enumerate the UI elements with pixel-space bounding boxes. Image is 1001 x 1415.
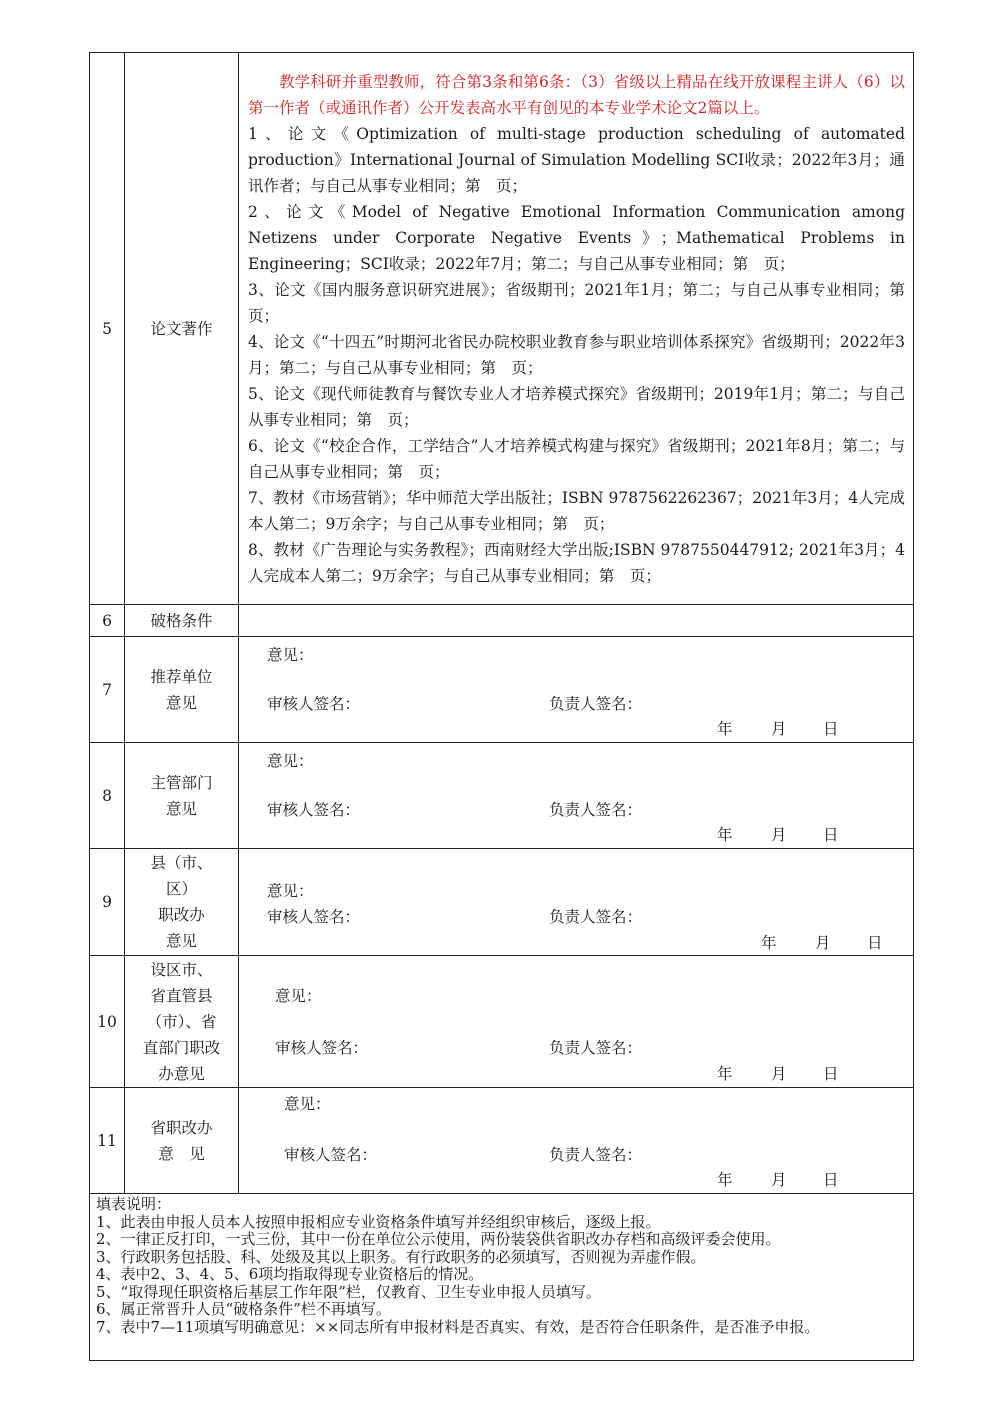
year-label: 年	[717, 1065, 733, 1083]
note-item: 7、表中7—11项填写明确意见：××同志所有申报材料是否真实、有效，是否符合任职条件，是否准予申报。	[96, 1317, 820, 1336]
papers-content	[239, 53, 921, 605]
row-label: 主管部门 意见	[125, 743, 239, 849]
paper-item: 1、论文《Optimization of multi-stage production scheduling of automated production》International Journal of Simulation Modelling SCI收录；2022年3月；通讯作者；与自己从事专业相同；第 页；	[248, 124, 905, 195]
note-item: 3、行政职务包括股、科、处级及其以上职务。有行政职务的必须填写，否则视为弄虚作假。	[96, 1247, 706, 1266]
note-item: 2、一律正反打印，一式三份，其中一份在单位公示使用，两份装袋供省职改办存档和高级评委会使用。	[96, 1230, 781, 1248]
textbook-item: 8、教材《广告理论与实务教程》；西南财经大学出版;ISBN 9787550447912; 2021年3月；4人完成本人第二；9万余字；与自己从事专业相同；第 页；	[248, 540, 905, 585]
reviewer-signature-label: 审核人签名：	[267, 695, 361, 713]
month-label: 月	[771, 826, 787, 844]
row-label: 破格条件	[125, 605, 239, 637]
row-5-papers	[90, 53, 914, 605]
row-9-county-office	[90, 849, 914, 956]
note-item: 6、属正常晋升人员“破格条件”栏不再填写。	[96, 1300, 391, 1318]
opinion-label: 意见：	[267, 882, 314, 900]
leader-signature-label: 负责人签名：	[549, 801, 643, 819]
month-label: 月	[815, 934, 831, 952]
day-label: 日	[823, 1065, 839, 1083]
row-number: 5	[90, 53, 125, 605]
row-8-supervisor	[90, 743, 914, 849]
row-filling-notes	[90, 1194, 914, 1361]
year-label: 年	[717, 720, 733, 738]
note-item: 1、此表由申报人员本人按照申报相应专业资格条件填写并经组织审核后，逐级上报。	[96, 1212, 661, 1231]
evaluation-form-table	[89, 52, 921, 1361]
month-label: 月	[771, 1171, 787, 1189]
row-10-city-office	[90, 956, 914, 1088]
paper-item: 4、论文《“十四五”时期河北省民办院校职业教育参与职业培训体系探究》省级期刊；2022年3月；第二；与自己从事专业相同；第 页；	[248, 332, 905, 377]
row-label: 省职改办 意 见	[125, 1088, 239, 1194]
day-label: 日	[823, 720, 839, 738]
row-label: 设区市、 省直管县 （市）、省 直部门职改 办意见	[125, 956, 239, 1088]
month-label: 月	[771, 1065, 787, 1083]
leader-signature-label: 负责人签名：	[549, 1146, 643, 1164]
opinion-label: 意见：	[267, 752, 314, 770]
day-label: 日	[867, 934, 883, 952]
leader-signature-label: 负责人签名：	[549, 908, 643, 926]
row-number: 9	[90, 849, 125, 956]
opinion-field[interactable]	[239, 743, 914, 849]
row-number: 8	[90, 743, 125, 849]
row-label: 县（市、 区） 职改办 意见	[125, 849, 239, 956]
opinion-field[interactable]	[239, 956, 914, 1088]
note-item: 4、表中2、3、4、5、6项均指取得现专业资格后的情况。	[96, 1265, 484, 1283]
opinion-field[interactable]	[239, 1088, 914, 1194]
year-label: 年	[717, 826, 733, 844]
qualification-intro: 教学科研并重型教师，符合第3条和第6条：（3）省级以上精品在线开放课程主讲人（6）以第一作者（或通讯作者）公开发表高水平有创见的本专业学术论文2篇以上。	[248, 72, 905, 117]
day-label: 日	[823, 826, 839, 844]
exceptional-field[interactable]	[239, 605, 914, 637]
row-label: 论文著作	[125, 53, 239, 605]
day-label: 日	[823, 1171, 839, 1189]
reviewer-signature-label: 审核人签名：	[275, 1039, 369, 1057]
row-number: 11	[90, 1088, 125, 1194]
reviewer-signature-label: 审核人签名：	[267, 801, 361, 819]
month-label: 月	[771, 720, 787, 738]
leader-signature-label: 负责人签名：	[549, 1039, 643, 1057]
paper-item: 5、论文《现代师徒教育与餐饮专业人才培养模式探究》省级期刊；2019年1月；第二；与自己从事专业相同；第 页；	[248, 384, 905, 429]
notes-cell	[90, 1194, 914, 1361]
paper-item: 3、论文《国内服务意识研究进展》；省级期刊；2021年1月；第二；与自己从事专业相同；第 页；	[248, 280, 921, 325]
paper-item: 2、论文《Model of Negative Emotional Information Communication among Netizens under Corporate Negative Events》；Mathematical Problems in Engineering；SCI收录；2022年7月；第二；与自己从事专业相同；第 页；	[248, 202, 905, 273]
leader-signature-label: 负责人签名：	[549, 695, 643, 713]
opinion-label: 意见：	[275, 987, 322, 1005]
opinion-field[interactable]	[239, 849, 914, 956]
reviewer-signature-label: 审核人签名：	[284, 1146, 378, 1164]
opinion-label: 意见：	[267, 646, 314, 664]
row-number: 7	[90, 637, 125, 743]
opinion-field[interactable]	[239, 637, 914, 743]
notes-title: 填表说明：	[96, 1195, 172, 1213]
reviewer-signature-label: 审核人签名：	[267, 908, 361, 926]
note-item: 5、“取得现任职资格后基层工作年限”栏，仅教育、卫生专业申报人员填写。	[96, 1282, 601, 1301]
row-6-exceptional	[90, 605, 914, 637]
year-label: 年	[717, 1171, 733, 1189]
row-number: 6	[90, 605, 125, 637]
paper-item: 6、论文《“校企合作，工学结合”人才培养模式构建与探究》省级期刊；2021年8月；第二；与自己从事专业相同；第 页；	[248, 436, 905, 481]
opinion-label: 意见：	[284, 1095, 331, 1113]
textbook-item: 7、教材《市场营销》；华中师范大学出版社；ISBN 9787562262367；2021年3月；4人完成本人第二；9万余字；与自己从事专业相同；第 页；	[248, 488, 905, 533]
row-7-recommending-unit	[90, 637, 914, 743]
row-label: 推荐单位 意见	[125, 637, 239, 743]
year-label: 年	[761, 934, 777, 952]
row-number: 10	[90, 956, 125, 1088]
row-11-provincial-office	[90, 1088, 914, 1194]
